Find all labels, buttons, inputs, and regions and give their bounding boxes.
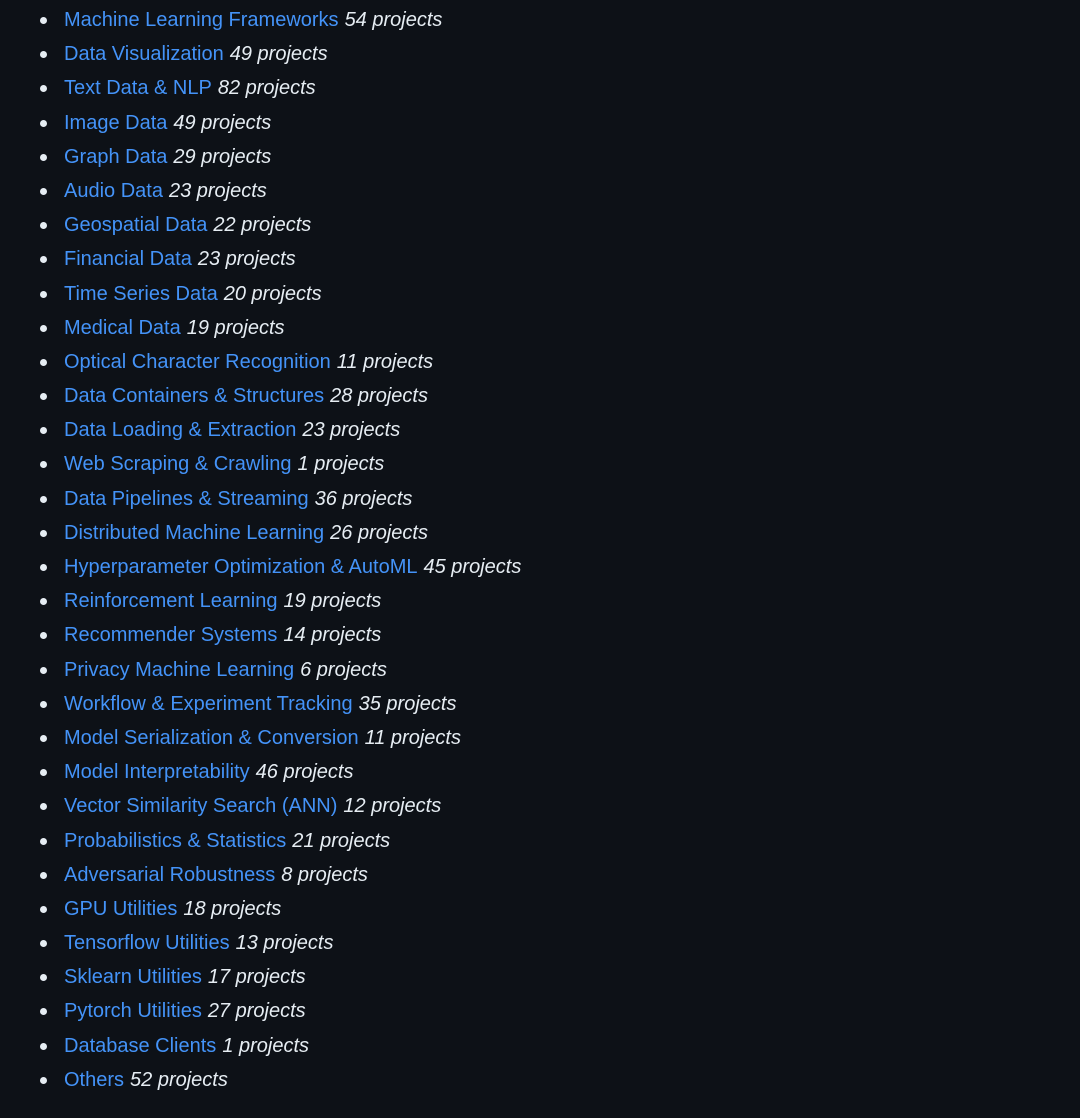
category-list [0,3,1080,1097]
bullet-icon [40,803,47,810]
category-list-item [0,208,1080,242]
category-link[interactable]: Others [64,1068,125,1091]
category-link[interactable]: Time Series Data [64,282,218,305]
bullet-icon [40,51,47,58]
bullet-icon [40,974,47,981]
bullet-icon [40,1008,47,1015]
project-count: 35 projects [358,692,457,715]
project-count: 26 projects [330,521,428,544]
category-list-item [0,687,1080,721]
category-link[interactable]: Database Clients [64,1034,217,1057]
category-list-item [0,311,1080,345]
category-link[interactable]: Probabilistics & Statistics [64,829,287,852]
bullet-icon [40,359,47,366]
project-count: 46 projects [255,761,354,784]
category-link[interactable]: Reinforcement Learning [64,590,278,613]
category-list-item [0,106,1080,140]
category-link[interactable]: Data Pipelines & Streaming [64,487,309,510]
category-list-item [0,447,1080,481]
bullet-icon [40,530,47,537]
category-link[interactable]: Data Visualization [64,43,224,66]
project-count: 11 projects [364,726,461,749]
project-count: 54 projects [344,9,443,31]
category-link[interactable]: Workflow & Experiment Tracking [64,692,353,715]
bullet-icon [40,564,47,571]
project-count: 19 projects [186,316,285,339]
category-link[interactable]: Adversarial Robustness [64,863,276,886]
project-count: 22 projects [213,214,312,237]
project-count: 1 projects [297,453,385,476]
bullet-icon [40,461,47,468]
bullet-icon [40,940,47,947]
category-list-item [0,892,1080,926]
category-list-item [0,345,1080,379]
category-list-item [0,413,1080,447]
bullet-icon [40,496,47,503]
category-list-item [0,277,1080,311]
bullet-icon [40,838,47,845]
bullet-icon [40,222,47,229]
category-list-item [0,858,1080,892]
bullet-icon [40,769,47,776]
project-count: 82 projects [217,77,316,100]
project-count: 49 projects [229,43,328,66]
category-link[interactable]: Privacy Machine Learning [64,658,295,681]
category-list-item [0,1029,1080,1063]
project-count: 8 projects [281,863,368,886]
category-link[interactable]: GPU Utilities [64,897,178,920]
category-link[interactable]: Pytorch Utilities [64,1000,202,1023]
bullet-icon [40,906,47,913]
category-list-item [0,71,1080,105]
category-list-item [0,653,1080,687]
category-link[interactable]: Medical Data [64,316,181,339]
project-count: 49 projects [173,111,272,134]
bullet-icon [40,85,47,92]
category-list-item [0,174,1080,208]
project-count: 18 projects [183,897,282,920]
category-list-item [0,379,1080,413]
category-link[interactable]: Model Interpretability [64,761,250,784]
project-count: 28 projects [330,385,428,408]
category-link[interactable]: Model Serialization & Conversion [64,726,359,749]
bullet-icon [40,735,47,742]
bullet-icon [40,632,47,639]
bullet-icon [40,188,47,195]
category-link[interactable]: Graph Data [64,145,168,168]
project-count: 23 projects [168,179,267,202]
category-list-item [0,482,1080,516]
category-list-item [0,721,1080,755]
category-list-item [0,960,1080,994]
category-link[interactable]: Geospatial Data [64,214,208,237]
category-link[interactable]: Distributed Machine Learning [64,521,325,544]
bullet-icon [40,701,47,708]
category-list-item [0,242,1080,276]
bullet-icon [40,1077,47,1084]
bullet-icon [40,1043,47,1050]
project-count: 27 projects [207,1000,306,1023]
category-link[interactable]: Data Containers & Structures [64,385,325,408]
project-count: 17 projects [207,966,306,989]
category-list-item [0,755,1080,789]
category-link[interactable]: Vector Similarity Search (ANN) [64,795,338,818]
category-link[interactable]: Hyperparameter Optimization & AutoML [64,556,418,578]
project-count: 20 projects [223,282,322,305]
category-list-item [0,584,1080,618]
category-list-item [0,516,1080,550]
project-count: 21 projects [292,829,391,852]
bullet-icon [40,667,47,674]
bullet-icon [40,872,47,879]
category-list-item [0,550,1080,584]
category-list-item [0,37,1080,71]
bullet-icon [40,120,47,127]
category-link[interactable]: Machine Learning Frameworks [64,9,339,31]
project-count: 13 projects [235,932,334,955]
project-count: 12 projects [343,795,442,818]
bullet-icon [40,598,47,605]
bullet-icon [40,393,47,400]
project-count: 14 projects [283,624,382,647]
category-link[interactable]: Financial Data [64,248,192,271]
project-count: 23 projects [197,248,296,271]
project-count: 45 projects [423,556,522,578]
category-link[interactable]: Image Data [64,111,168,134]
bullet-icon [40,17,47,24]
bullet-icon [40,291,47,298]
bullet-icon [40,427,47,434]
project-count: 19 projects [283,590,382,613]
project-count: 29 projects [173,145,272,168]
project-count: 6 projects [300,658,387,681]
category-link[interactable]: Web Scraping & Crawling [64,453,292,476]
project-count: 23 projects [302,419,401,442]
category-link[interactable]: Text Data & NLP [64,77,212,100]
category-list-item [0,994,1080,1028]
category-list-item [0,926,1080,960]
project-count: 1 projects [222,1034,310,1057]
category-link[interactable]: Data Loading & Extraction [64,419,297,442]
project-count: 11 projects [336,350,434,373]
category-link[interactable]: Recommender Systems [64,624,278,647]
category-list-item [0,1063,1080,1097]
category-list-item [0,3,1080,37]
category-list-item [0,618,1080,652]
bullet-icon [40,154,47,161]
category-list-item [0,824,1080,858]
bullet-icon [40,256,47,263]
category-link[interactable]: Tensorflow Utilities [64,932,230,955]
bullet-icon [40,325,47,332]
project-count: 52 projects [130,1068,228,1091]
category-link[interactable]: Sklearn Utilities [64,966,202,989]
category-list-item [0,140,1080,174]
project-count: 36 projects [314,487,413,510]
category-list-item [0,789,1080,823]
category-link[interactable]: Optical Character Recognition [64,350,331,373]
category-link[interactable]: Audio Data [64,179,163,202]
